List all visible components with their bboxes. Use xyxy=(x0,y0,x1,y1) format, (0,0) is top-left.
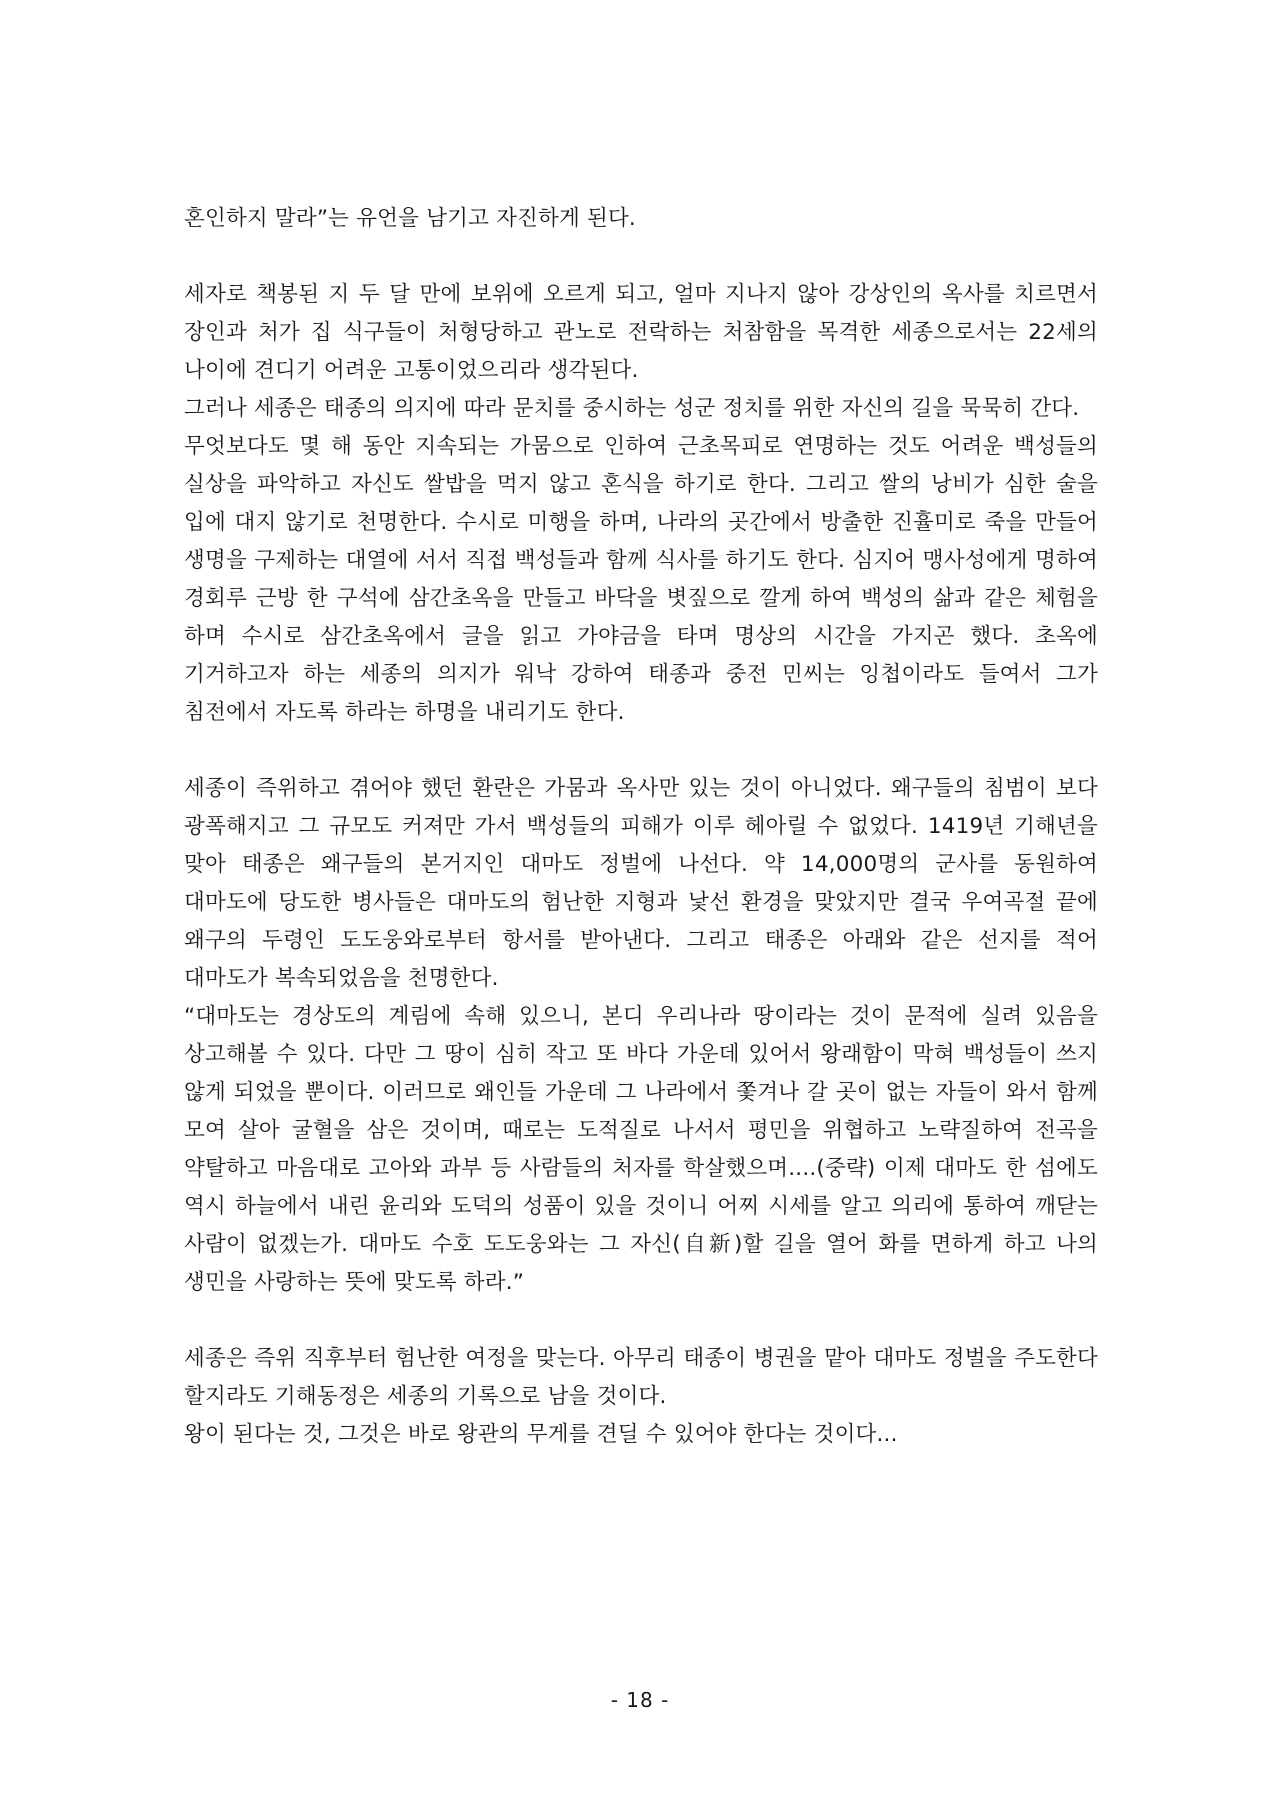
quote-paragraph: “대마도는 경상도의 계림에 속해 있으니, 본디 우리나라 땅이라는 것이 문적에 실려 있음을 상고해볼 수 있다. 다만 그 땅이 심히 작고 또 바다 가운데 있어서 왕래함이 막혀 백성들이 쓰지 않게 되었을 뿐이다. 이러므로 왜인들 가운데 그 나라에서 쫓겨나 갈 곳이 없는 자들이 와서 함께 모여 살아 굴혈을 삼은 것이며, 때로는 도적질로 나서서 평민을 위협하고 노략질하여 전곡을 약탈하고 마음대로 고아와 과부 등 사람들의 처자를 학살했으며....(중략) 이제 대마도 한 섬에도 역시 하늘에서 내린 윤리와 도덕의 성품이 있을 것이니 어찌 시세를 알고 의리에 통하여 깨닫는 사람이 없겠는가. 대마도 수호 도도웅와는 그 자신(自新)할 길을 열어 화를 면하게 하고 나의 생민을 사랑하는 뜻에 맞도록 하라.” xyxy=(184,1004,1098,1295)
paragraph-gap xyxy=(184,1302,1098,1340)
closing-line: 왕이 된다는 것, 그것은 바로 왕관의 무게를 견딜 수 있어야 한다는 것이다... xyxy=(184,1422,898,1447)
paragraph-7: 세종은 즉위 직후부터 험난한 여정을 맞는다. 아무리 태종이 병권을 맡아 대마도 정벌을 주도한다 할지라도 기해동정은 세종의 기록으로 남을 것이다. xyxy=(184,1346,1098,1409)
paragraph-1: 혼인하지 말라”는 유언을 남기고 자진하게 된다. xyxy=(184,206,636,231)
document-body xyxy=(184,200,1098,1454)
paragraph-gap xyxy=(184,238,1098,276)
paragraph-5: 세종이 즉위하고 겪어야 했던 환란은 가뭄과 옥사만 있는 것이 아니었다. 왜구들의 침범이 보다 광폭해지고 그 규모도 커져만 가서 백성들의 피해가 이루 헤아릴 수 없었다. 1419년 기해년을 맞아 태종은 왜구들의 본거지인 대마도 정벌에 나선다. 약 14,000명의 군사를 동원하여 대마도에 당도한 병사들은 대마도의 험난한 지형과 낯선 환경을 맞았지만 결국 우여곡절 끝에 왜구의 두령인 도도웅와로부터 항서를 받아낸다. 그리고 태종은 아래와 같은 선지를 적어 대마도가 복속되었음을 천명한다. xyxy=(184,776,1098,991)
paragraph-gap xyxy=(184,732,1098,770)
paragraph-4: 무엇보다도 몇 해 동안 지속되는 가뭄으로 인하여 근초목피로 연명하는 것도 어려운 백성들의 실상을 파악하고 자신도 쌀밥을 먹지 않고 혼식을 하기로 한다. 그리고 쌀의 낭비가 심한 술을 입에 대지 않기로 천명한다. 수시로 미행을 하며, 나라의 곳간에서 방출한 진휼미로 죽을 만들어 생명을 구제하는 대열에 서서 직접 백성들과 함께 식사를 하기도 한다. 심지어 맹사성에게 명하여 경회루 근방 한 구석에 삼간초옥을 만들고 바닥을 볏짚으로 깔게 하여 백성의 삶과 같은 체험을 하며 수시로 삼간초옥에서 글을 읽고 가야금을 타며 명상의 시간을 가지곤 했다. 초옥에 기거하고자 하는 세종의 의지가 워낙 강하여 태종과 중전 민씨는 잉첩이라도 들여서 그가 침전에서 자도록 하라는 하명을 내리기도 한다. xyxy=(184,434,1098,725)
paragraph-3: 그러나 세종은 태종의 의지에 따라 문치를 중시하는 성군 정치를 위한 자신의 길을 묵묵히 간다. xyxy=(184,396,1080,421)
paragraph-2: 세자로 책봉된 지 두 달 만에 보위에 오르게 되고, 얼마 지나지 않아 강상인의 옥사를 치르면서 장인과 처가 집 식구들이 처형당하고 관노로 전락하는 처참함을 목격한 세종으로서는 22세의 나이에 견디기 어려운 고통이었으리라 생각된다. xyxy=(184,282,1098,383)
page-number: - 18 - xyxy=(610,1688,670,1712)
